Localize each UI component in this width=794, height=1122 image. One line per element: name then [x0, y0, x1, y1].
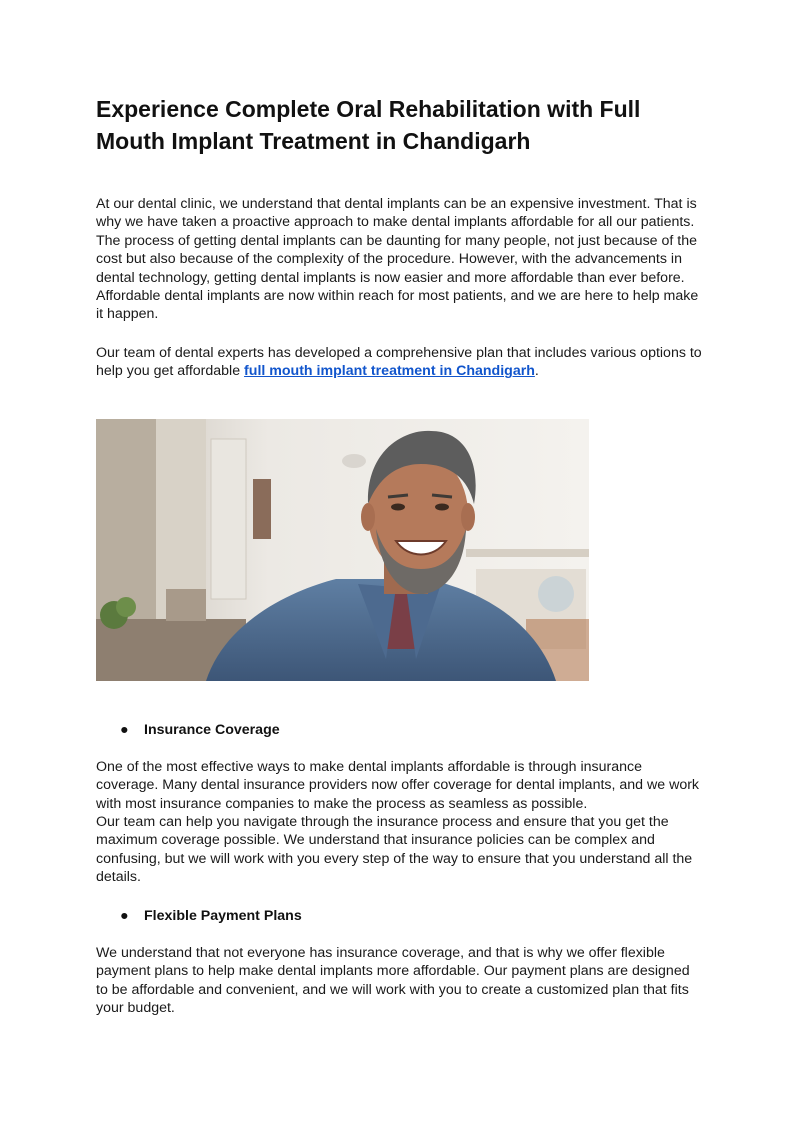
- intro-paragraph: At our dental clinic, we understand that dental implants can be an expensive investment. That is why we have taken a proactive approach to make dental implants affordable for all our patients. The process of getting dental implants can be daunting for many people, not just because of the cost but also because of the complexity of the procedure. However, with the advancements in dental technology, getting dental implants is now easier and more affordable than ever before. Affordable dental implants are now within reach for most patients, and we are here to help make it happen.: [96, 196, 699, 323]
- plan-text-before: Our team of dental experts has developed a comprehensive plan that includes various options to help you get affordable: [96, 345, 702, 380]
- insurance-paragraph-1: One of the most effective ways to make dental implants affordable is through insurance coverage. Many dental insurance providers now offer coverage for dental implants, and we work with most insurance companies to make the process as seamless as possible.: [96, 759, 700, 812]
- bullet-dot-icon: ●: [120, 908, 129, 924]
- insurance-bullet: [120, 721, 680, 739]
- bullet-dot-icon: ●: [120, 722, 129, 738]
- page-title: Experience Complete Oral Rehabilitation with Full Mouth Implant Treatment in Chandigarh: [96, 96, 641, 154]
- plan-text-after: .: [534, 363, 539, 380]
- insurance-paragraph-2: Our team can help you navigate through the insurance process and ensure that you get the maximum coverage possible. We understand that insurance policies can be complex and confusing, but we will work with you every step of the way to ensure that you understand all the details.: [96, 814, 693, 886]
- insurance-heading: Insurance Coverage: [144, 722, 280, 738]
- payment-heading: Flexible Payment Plans: [144, 908, 302, 924]
- plan-paragraph: [96, 344, 702, 381]
- smiling-man-photo: [96, 419, 589, 681]
- payment-bullet: [120, 907, 680, 925]
- payment-paragraph: We understand that not everyone has insurance coverage, and that is why we offer flexible payment plans to help make dental implants more affordable. Our payment plans are designed to be affordable and convenient, and we will work with you to create a customized plan that fits your budget.: [96, 945, 690, 1017]
- implant-treatment-link[interactable]: full mouth implant treatment in Chandigarh: [244, 363, 535, 380]
